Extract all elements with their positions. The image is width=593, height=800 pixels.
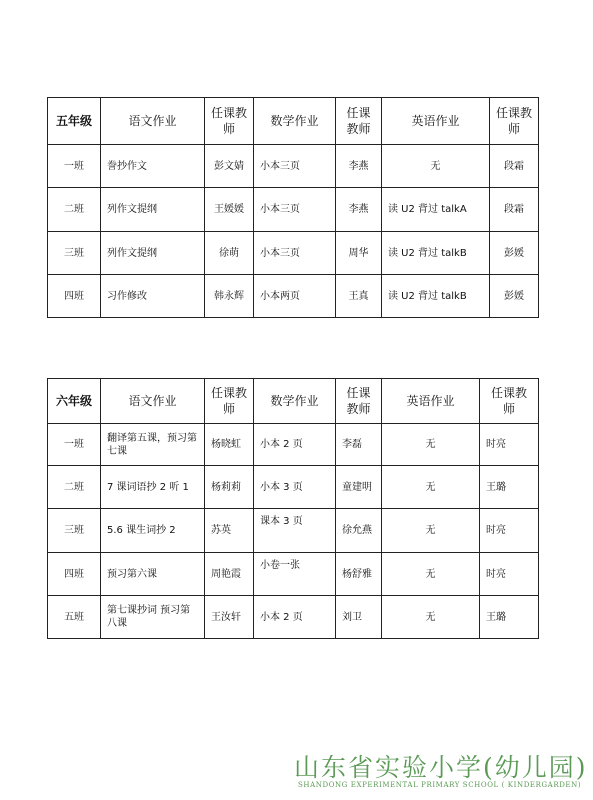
math-hw-cell: 小本三页 [254, 145, 336, 188]
school-logo [288, 748, 588, 796]
english-hw-cell: 读 U2 背过 talkB [382, 232, 490, 275]
grade5-homework-table [47, 97, 539, 318]
teacher-cell: 周艳霞 [205, 553, 254, 596]
teacher-cell: 王媛媛 [205, 188, 254, 232]
header-teacher: 任课教师 [205, 98, 254, 145]
teacher-cell: 彭媛 [490, 232, 539, 275]
table-header-row [48, 379, 539, 424]
table-row [48, 553, 539, 596]
chinese-hw-cell: 列作文提纲 [101, 188, 205, 232]
class-cell: 三班 [48, 232, 101, 275]
header-teacher: 任课教师 [336, 98, 382, 145]
teacher-cell: 段霜 [490, 188, 539, 232]
table-row [48, 466, 539, 509]
english-hw-cell: 无 [382, 424, 480, 466]
teacher-cell: 韩永辉 [205, 275, 254, 318]
teacher-cell: 李燕 [336, 188, 382, 232]
table-row [48, 275, 539, 318]
table-row [48, 188, 539, 232]
math-hw-cell: 小本三页 [254, 188, 336, 232]
header-chinese: 语文作业 [101, 98, 205, 145]
teacher-cell: 杨舒雅 [336, 553, 382, 596]
teacher-cell: 杨莉莉 [205, 466, 254, 509]
math-hw-cell: 小本 2 页 [254, 424, 336, 466]
header-math: 数学作业 [254, 98, 336, 145]
teacher-cell: 徐萌 [205, 232, 254, 275]
chinese-hw-cell: 誊抄作文 [101, 145, 205, 188]
table-header-row [48, 98, 539, 145]
math-hw-cell: 小本 2 页 [254, 596, 336, 639]
header-english: 英语作业 [382, 98, 490, 145]
class-cell: 五班 [48, 596, 101, 639]
class-cell: 二班 [48, 466, 101, 509]
table-row [48, 509, 539, 553]
teacher-cell: 彭媛 [490, 275, 539, 318]
teacher-cell: 王真 [336, 275, 382, 318]
school-name-en: SHANDONG EXPERIMENTAL PRIMARY SCHOOL ( KINDERGARDEN) [298, 781, 582, 789]
grade-label: 六年级 [48, 379, 101, 424]
class-cell: 四班 [48, 553, 101, 596]
math-hw-cell: 小本两页 [254, 275, 336, 318]
teacher-cell: 段霜 [490, 145, 539, 188]
chinese-hw-cell: 列作文提纲 [101, 232, 205, 275]
header-english: 英语作业 [382, 379, 480, 424]
teacher-cell: 时亮 [480, 553, 539, 596]
header-teacher: 任课教师 [336, 379, 382, 424]
grade6-homework-table [47, 378, 539, 639]
class-cell: 一班 [48, 424, 101, 466]
table-row [48, 596, 539, 639]
teacher-cell: 徐允燕 [336, 509, 382, 553]
teacher-cell: 时亮 [480, 509, 539, 553]
teacher-cell: 彭文婧 [205, 145, 254, 188]
english-hw-cell: 无 [382, 145, 490, 188]
header-math: 数学作业 [254, 379, 336, 424]
table-row [48, 424, 539, 466]
english-hw-cell: 无 [382, 466, 480, 509]
chinese-hw-cell: 第七课抄词 预习第八课 [101, 596, 205, 639]
class-cell: 二班 [48, 188, 101, 232]
teacher-cell: 时亮 [480, 424, 539, 466]
teacher-cell: 李磊 [336, 424, 382, 466]
english-hw-cell: 读 U2 背过 talkA [382, 188, 490, 232]
header-teacher: 任课教师 [490, 98, 539, 145]
teacher-cell: 童建明 [336, 466, 382, 509]
teacher-cell: 王璐 [480, 596, 539, 639]
table-row [48, 145, 539, 188]
header-teacher: 任课教师 [480, 379, 539, 424]
teacher-cell: 苏英 [205, 509, 254, 553]
class-cell: 三班 [48, 509, 101, 553]
school-name-cn: 山东省实验小学(幼儿园) [294, 753, 588, 782]
chinese-hw-cell: 预习第六课 [101, 553, 205, 596]
grade-label: 五年级 [48, 98, 101, 145]
teacher-cell: 杨晓虹 [205, 424, 254, 466]
teacher-cell: 王璐 [480, 466, 539, 509]
teacher-cell: 刘卫 [336, 596, 382, 639]
chinese-hw-cell: 5.6 课生词抄 2 [101, 509, 205, 553]
class-cell: 四班 [48, 275, 101, 318]
chinese-hw-cell: 7 课词语抄 2 听 1 [101, 466, 205, 509]
teacher-cell: 周华 [336, 232, 382, 275]
chinese-hw-cell: 翻译第五课，预习第七课 [101, 424, 205, 466]
teacher-cell: 李燕 [336, 145, 382, 188]
english-hw-cell: 无 [382, 509, 480, 553]
chinese-hw-cell: 习作修改 [101, 275, 205, 318]
english-hw-cell: 读 U2 背过 talkB [382, 275, 490, 318]
math-hw-cell: 课本 3 页 [254, 509, 336, 553]
class-cell: 一班 [48, 145, 101, 188]
header-teacher: 任课教师 [205, 379, 254, 424]
teacher-cell: 王汝轩 [205, 596, 254, 639]
header-chinese: 语文作业 [101, 379, 205, 424]
math-hw-cell: 小卷一张 [254, 553, 336, 596]
table-row [48, 232, 539, 275]
math-hw-cell: 小本三页 [254, 232, 336, 275]
english-hw-cell: 无 [382, 596, 480, 639]
english-hw-cell: 无 [382, 553, 480, 596]
math-hw-cell: 小本 3 页 [254, 466, 336, 509]
